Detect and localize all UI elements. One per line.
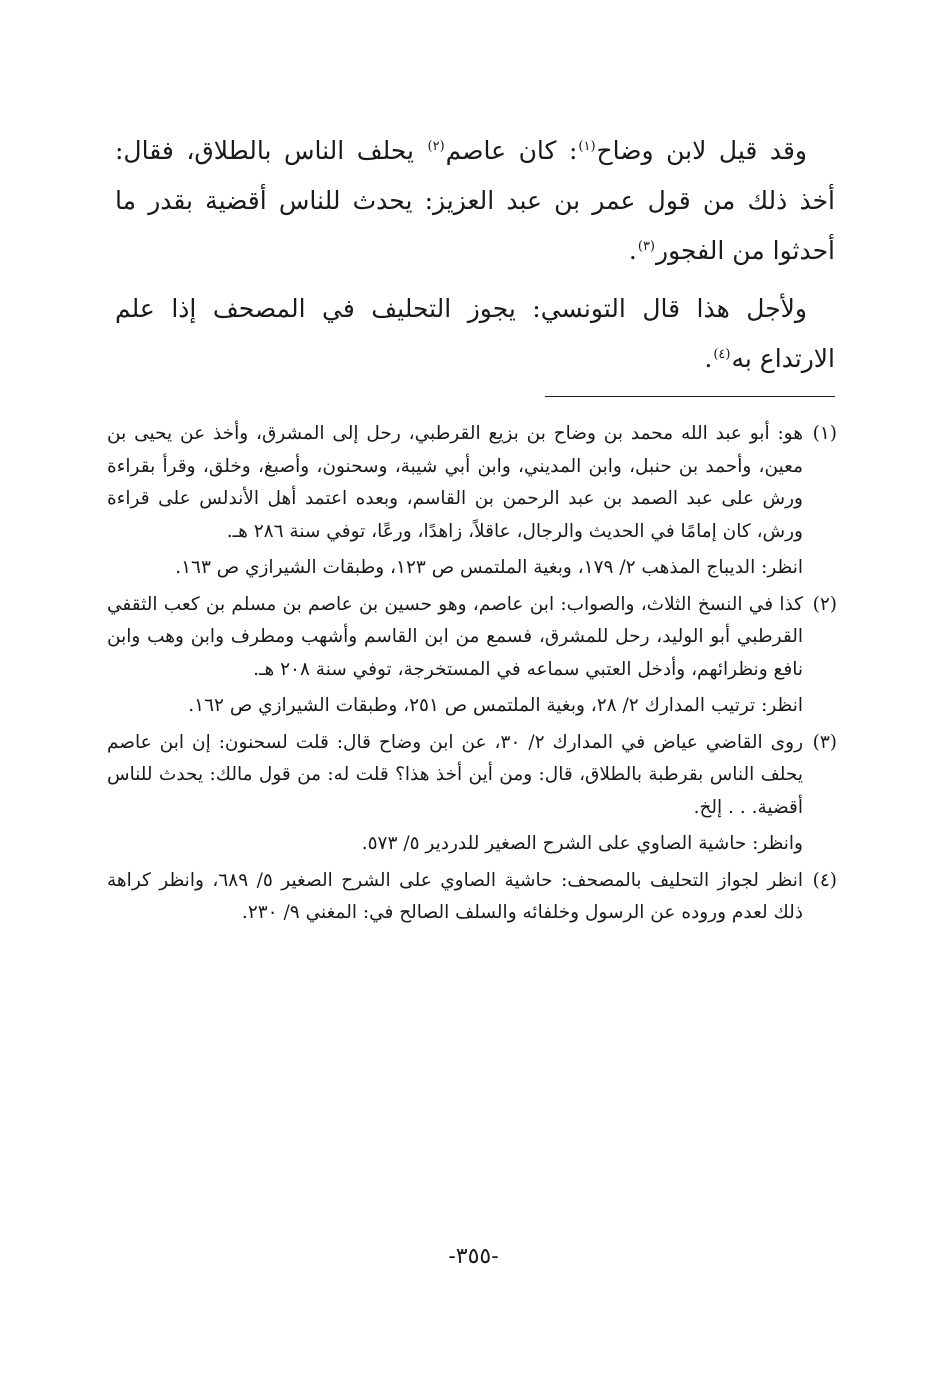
footnote-text: انظر لجواز التحليف بالمصحف: حاشية الصاوي على الشرح الصغير ٥/ ٦٨٩، وانظر كراهة ذلك لعدم وروده عن الرسول وخلفائه والسلف الصالح في: المغني ٩/ ٢٣٠. [107, 869, 803, 923]
footnote-marker-3: (٣) [637, 238, 655, 254]
footnote-marker-1: (١) [578, 138, 596, 154]
paragraph-1-text-a: وقد قيل لابن وضاح [596, 136, 808, 165]
footnote-4 [107, 865, 837, 934]
footnote-number: (١) [812, 423, 837, 444]
footnote-text: روى القاضي عياض في المدارك ٢/ ٣٠، عن ابن وضاح قال: قلت لسحنون: إن ابن عاصم يحلف الناس بقرطبة بالطلاق، قال: ومن أين أخذ هذا؟ قلت له: من قول مالك: يحدث للناس أقضية. . . إلخ. [107, 731, 804, 818]
footnote-2 [107, 589, 837, 727]
footnote-marker-2: (٢) [427, 138, 445, 154]
footnote-body [107, 865, 803, 934]
main-paragraph-2 [115, 284, 835, 384]
footnote-number: (٢) [812, 593, 837, 615]
main-text [115, 126, 835, 392]
paragraph-2-text: ولأجل هذا قال التونسي: يجوز التحليف في المصحف إذا علم الارتداع به [115, 294, 835, 373]
footnote-body [107, 589, 803, 727]
paragraph-1-text-b: : كان عاصم [445, 136, 578, 165]
footnote-text: هو: أبو عبد الله محمد بن وضاح بن بزيع القرطبي، رحل إلى المشرق، وأخذ عن يحيى بن معين، وأحمد بن حنبل، وابن المديني، وابن أبي شيبة، وسحنون، وأصبغ، وخلق، وقرأ بقراءة ورش على عبد الصمد بن عبد الرحمن بن القاسم، وبعده اعتمد أهل الأندلس على قراءة ورش، كان إمامًا في الحديث والرجال، عاقلاً، زاهدًا، ورعًا، توفي سنة ٢٨٦ هـ. [107, 423, 803, 542]
footnote-marker-4: (٤) [713, 346, 731, 362]
footnote-separator [545, 396, 835, 397]
footnote-3 [107, 727, 837, 865]
paragraph-1-end: . [628, 236, 637, 265]
footnote-body [107, 727, 803, 865]
paragraph-2-end: . [704, 344, 713, 373]
footnote-body [107, 418, 803, 589]
footnote-reference: وانظر: حاشية الصاوي على الشرح الصغير للدردير ٥/ ٥٧٣. [361, 833, 803, 854]
footnote-1 [107, 418, 837, 589]
footnotes [107, 418, 837, 934]
main-paragraph-1 [115, 126, 835, 276]
paragraph-1-text-c: يحلف الناس بالطلاق، فقال: أخذ ذلك من قول عمر بن عبد العزيز: يحدث للناس أقضية بقدر ما أحدثوا من الفجور [115, 136, 835, 265]
footnote-reference: انظر: ترتيب المدارك ٢/ ٢٨، وبغية الملتمس ص ٢٥١، وطبقات الشيرازي ص ١٦٢. [188, 695, 803, 716]
footnote-reference: انظر: الديباج المذهب ٢/ ١٧٩، وبغية الملتمس ص ١٢٣، وطبقات الشيرازي ص ١٦٣. [175, 557, 803, 578]
footnote-number: (٤) [812, 869, 837, 891]
footnote-number: (٣) [812, 731, 837, 753]
footnote-text: كذا في النسخ الثلاث، والصواب: ابن عاصم، وهو حسين بن عاصم بن مسلم بن كعب الثقفي القرطبي أبو الوليد، رحل للمشرق، فسمع من ابن القاسم وأشهب ومطرف وابن وهب وابن نافع ونظرائهم، وأدخل العتبي سماعه في المستخرجة، توفي سنة ٢٠٨ هـ. [107, 593, 803, 680]
page-number: -٣٥٥- [448, 1244, 499, 1269]
